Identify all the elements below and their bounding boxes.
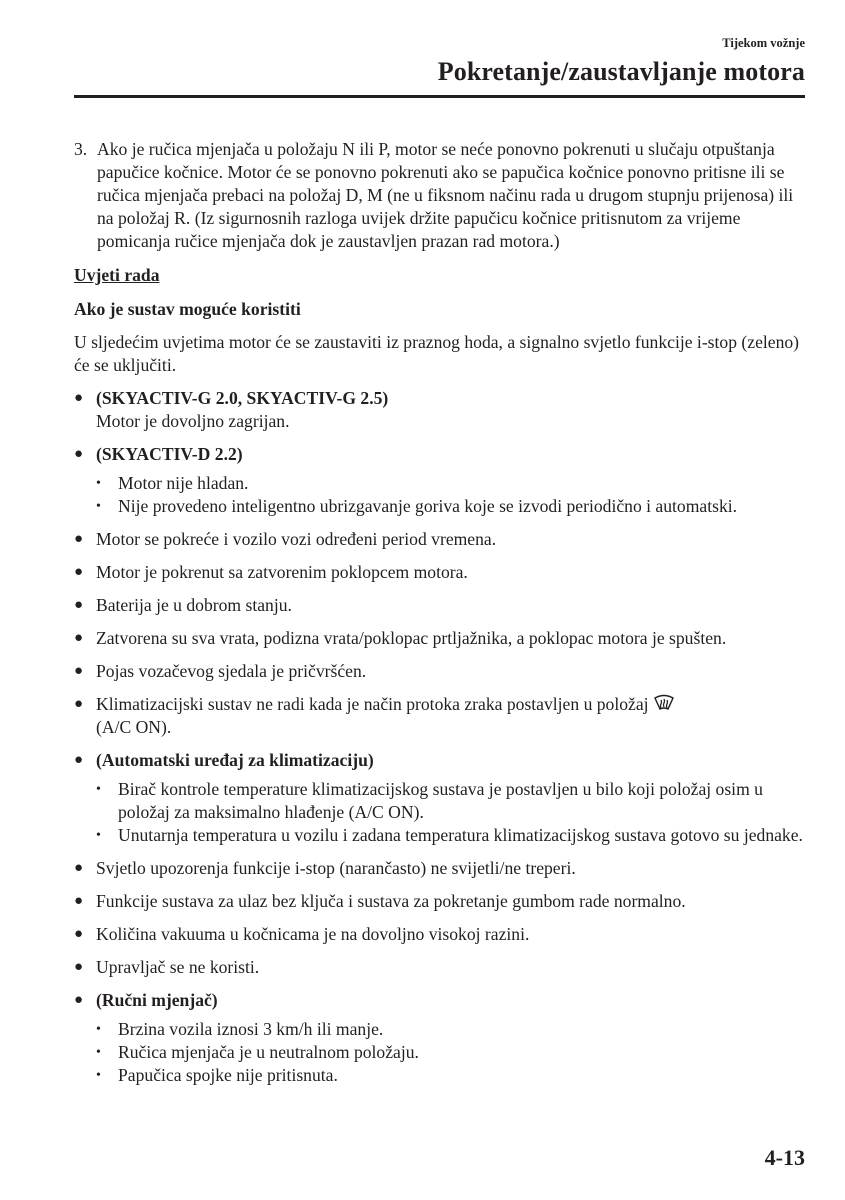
bullet-icon: ● [74,564,84,580]
bullet-icon: ● [74,992,84,1008]
list-item: ● Upravljač se ne koristi. [74,957,260,977]
bullet-icon: • [96,1045,101,1060]
sublist-item: • Birač kontrole temperature klimatizacijskog sustava je postavljen u bilo koji položaj osim u položaj za maksimalno hlađenje (A/C ON). [96,779,763,822]
page-number: 4-13 [764,1145,805,1170]
sublist [96,778,805,847]
list-item: ● Baterija je u dobrom stanju. [74,595,292,615]
bullet-icon: • [96,828,101,843]
sublist-item: • Unutarnja temperatura u vozilu i zadana temperatura klimatizacijskog sustava gotovo su jednake. [96,825,803,845]
bullet-icon: ● [74,630,84,646]
list-item: ● Motor se pokreće i vozilo vozi određeni period vremena. [74,529,497,549]
bullet-icon: ● [74,531,84,547]
item-text: Ako je ručica mjenjača u položaju N ili P, motor se neće ponovno pokrenuti u slučaju otpuštanja papučice kočnice. Motor će se ponovno pokrenuti ako se papučica kočnice ponovno pritisne ili se ručica mjenjača prebaci na položaj D, M (ne u fiksnom načinu rada u drugom stupnju prijenosa) ili na položaj R. (Iz sigurnosnih razloga uvijek držite papučicu kočnice pritisnutom za vrijeme pomicanja ručice mjenjača dok je zaustavljen prazan rad motora.) [97,139,794,251]
list-item [74,749,805,772]
sublist-item: • Brzina vozila iznosi 3 km/h ili manje. [96,1019,384,1039]
bullet-icon: ● [74,446,84,462]
sublist-item: • Papučica spojke nije pritisnuta. [96,1065,338,1085]
list-item-text: Motor je dovoljno zagrijan. [96,411,290,431]
section-label: Tijekom vožnje [722,36,805,50]
bullet-icon: • [96,782,101,797]
list-item: ● Pojas vozačevog sjedala je pričvršćen. [74,661,367,681]
bullet-icon: • [96,1068,101,1083]
list-item: ● Količina vakuuma u kočnicama je na dovoljno visokoj razini. [74,924,530,944]
conditions-intro: U sljedećim uvjetima motor će se zaustaviti iz praznog hoda, a signalno svjetlo funkcije i-stop (zeleno) će se uključiti. [74,332,800,375]
list-item: ● Klimatizacijski sustav ne radi kada je način protoka zraka postavljen u položaj (A/C ON). [74,693,805,739]
conditions-heading: Uvjeti rada [74,265,160,285]
item-number: 3. [74,139,88,159]
list-item: ● Motor je pokrenut sa zatvorenim poklopcem motora. [74,562,468,582]
list-item-title: (SKYACTIV-D 2.2) [96,444,243,464]
bullet-icon: • [96,1022,101,1037]
bullet-icon: • [96,499,101,514]
windshield-defroster-icon [653,694,675,712]
bullet-icon: • [96,476,101,491]
page-content [74,138,805,1097]
list-item-title: (Ručni mjenjač) [96,990,218,1010]
bullet-icon: ● [74,926,84,942]
title-rule [74,95,805,98]
bullet-icon: ● [74,860,84,876]
list-item [74,387,805,433]
bullet-icon: ● [74,597,84,613]
sublist-item: • Ručica mjenjača je u neutralnom položaju. [96,1042,419,1062]
bullet-icon: ● [74,390,84,406]
list-item-title: (Automatski uređaj za klimatizaciju) [96,750,374,770]
sublist-item: • Nije provedeno inteligentno ubrizgavanje goriva koje se izvodi periodično i automatski. [96,496,738,516]
list-item: ● Zatvorena su sva vrata, podizna vrata/poklopac prtljažnika, a poklopac motora je spušten. [74,628,727,648]
list-item-title: (SKYACTIV-G 2.0, SKYACTIV-G 2.5) [96,388,389,408]
list-item: ● Funkcije sustava za ulaz bez ključa i sustava za pokretanje gumbom rade normalno. [74,891,686,911]
page-title: Pokretanje/zaustavljanje motora [437,57,805,86]
list-item [74,989,805,1012]
list-item: ● Svjetlo upozorenja funkcije i-stop (narančasto) ne svijetli/ne treperi. [74,858,576,878]
list-item [74,443,805,466]
bullet-icon: ● [74,959,84,975]
sublist-item: • Motor nije hladan. [96,473,249,493]
bullet-icon: ● [74,663,84,679]
conditions-subheading: Ako je sustav moguće koristiti [74,299,301,319]
sublist [96,472,805,518]
bullet-icon: ● [74,752,84,768]
bullet-icon: ● [74,696,84,712]
numbered-item-3 [74,138,805,253]
sublist [96,1018,805,1087]
bullet-icon: ● [74,893,84,909]
